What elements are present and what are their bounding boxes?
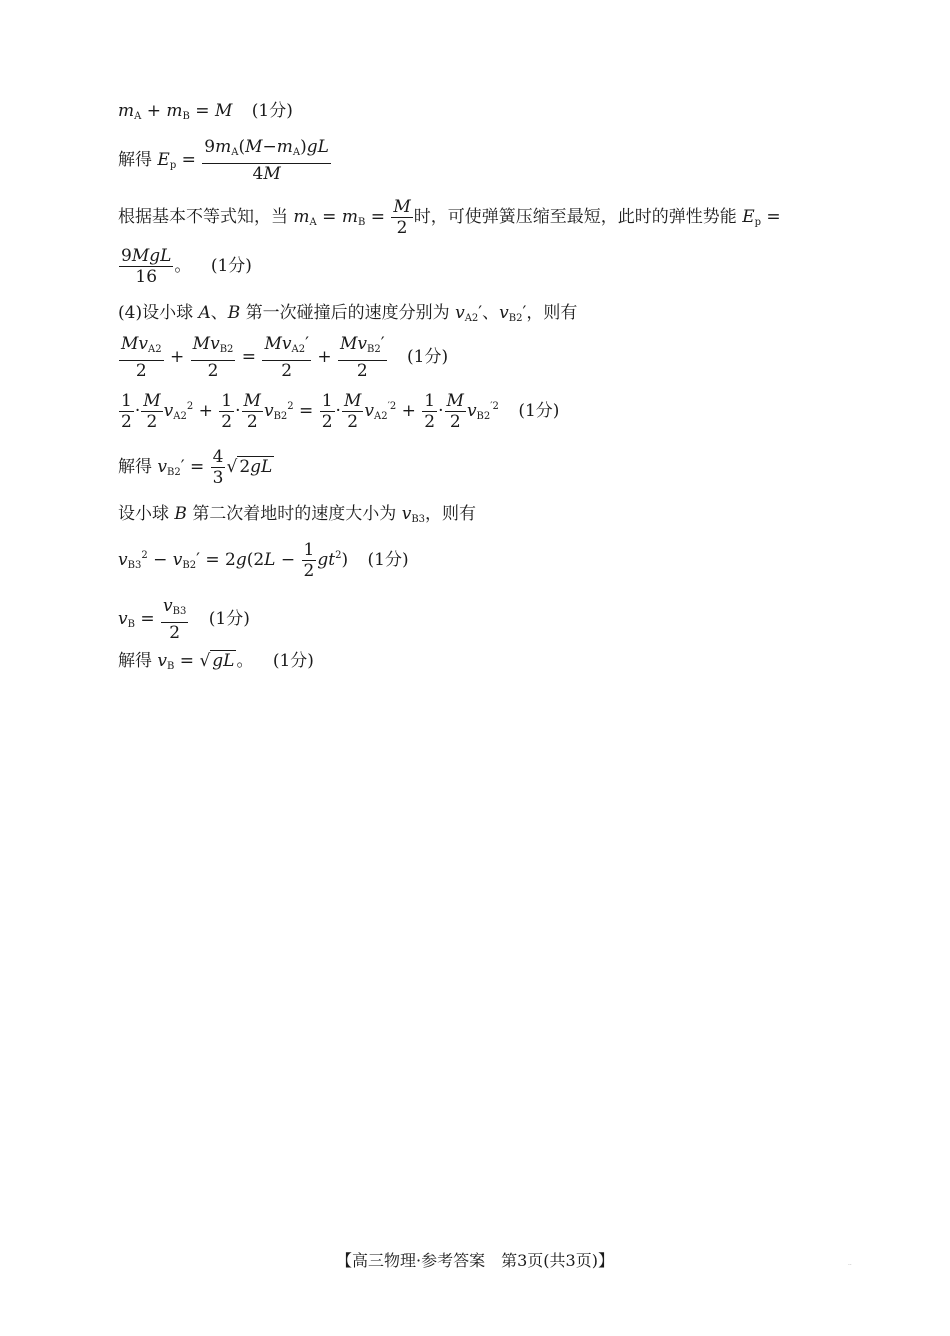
score-5: (1分) bbox=[367, 550, 409, 570]
equation-mass-sum: $m_A + m_B = M$ (1分) bbox=[118, 101, 293, 122]
score-7: (1分) bbox=[272, 651, 314, 671]
score-6: (1分) bbox=[208, 609, 250, 629]
fraction-half-m: $\frac{M}{2}$ bbox=[393, 197, 411, 238]
second-landing-setup: 设小球 B 第二次着地时的速度大小为 $v_{B3}$，则有 bbox=[118, 504, 477, 525]
inequality-statement: 根据基本不等式知，当 $m_A = m_B$ = $\frac{M}{2}$ 时，可使弹簧压缩至最短，此时的弹性势能 $E_p$ = bbox=[118, 197, 781, 238]
score-2: (1分) bbox=[210, 256, 252, 276]
corner-mark: ·· bbox=[848, 1262, 852, 1269]
sqrt-gL: √ gL bbox=[199, 651, 235, 671]
equation-ep-solution: 解得 $E_p$ = $\frac{9m_A(M-m_A)gL}{4M}$ bbox=[118, 137, 329, 184]
fraction-ep-max: $\frac{\text{9MgL}}{16}$ bbox=[121, 246, 172, 287]
score-3: (1分) bbox=[407, 347, 449, 367]
page-footer: 【高三物理·参考答案 第3页(共3页)】 bbox=[336, 1251, 614, 1270]
equation-vb2-solution: 解得 $v_{B2}'$ = $\frac{4}{3}$ √ 2gL bbox=[118, 447, 273, 488]
equation-ep-max: $\frac{\text{9MgL}}{16}$ 。 (1分) bbox=[121, 246, 252, 287]
equation-momentum: $\frac{Mv_{A2}}{2}$ + $\frac{Mv_{B2}}{2}$ = $\frac{Mv_{A2}'}{2}$ + $\frac{Mv_{B2}'}{2}$ (1分) bbox=[121, 334, 449, 381]
equation-energy: $\frac{1}{2}$ · $\frac{M}{2}$ $v_{A2}^2$ + $\frac{1}{2}$ · $\frac{M}{2}$ $v_{B2}^2$ = $\frac{1}{2}$ · $\frac{M}{2}$ $v_{A2}^{'2}$ + $\frac{1}{2}$ · $\frac{M}{2}$ $v_{B2}^{'2}$ (1分) bbox=[121, 391, 560, 432]
fraction-ep: $\frac{9m_A(M-m_A)gL}{4M}$ bbox=[204, 137, 329, 184]
equation-vb-final: 解得 $v_B$ = √ gL 。 (1分) bbox=[118, 651, 314, 672]
score-4: (1分) bbox=[518, 401, 560, 421]
sqrt-2gL: √ 2gL bbox=[226, 457, 273, 477]
score-1: (1分) bbox=[251, 101, 293, 121]
equation-kinematics: $v_{B3}^2 - v_{B2}' = 2g(2L$ − $\frac{1}{2}$ $gt^2$) (1分) bbox=[118, 540, 409, 581]
equation-vb-half: $v_B$ = $\frac{v_{B3}}{2}$ (1分) bbox=[118, 596, 250, 643]
collision-setup: (4)设小球 A、B 第一次碰撞后的速度分别为 $v_{A2}'$、$v_{B2}'$，则有 bbox=[118, 303, 578, 324]
